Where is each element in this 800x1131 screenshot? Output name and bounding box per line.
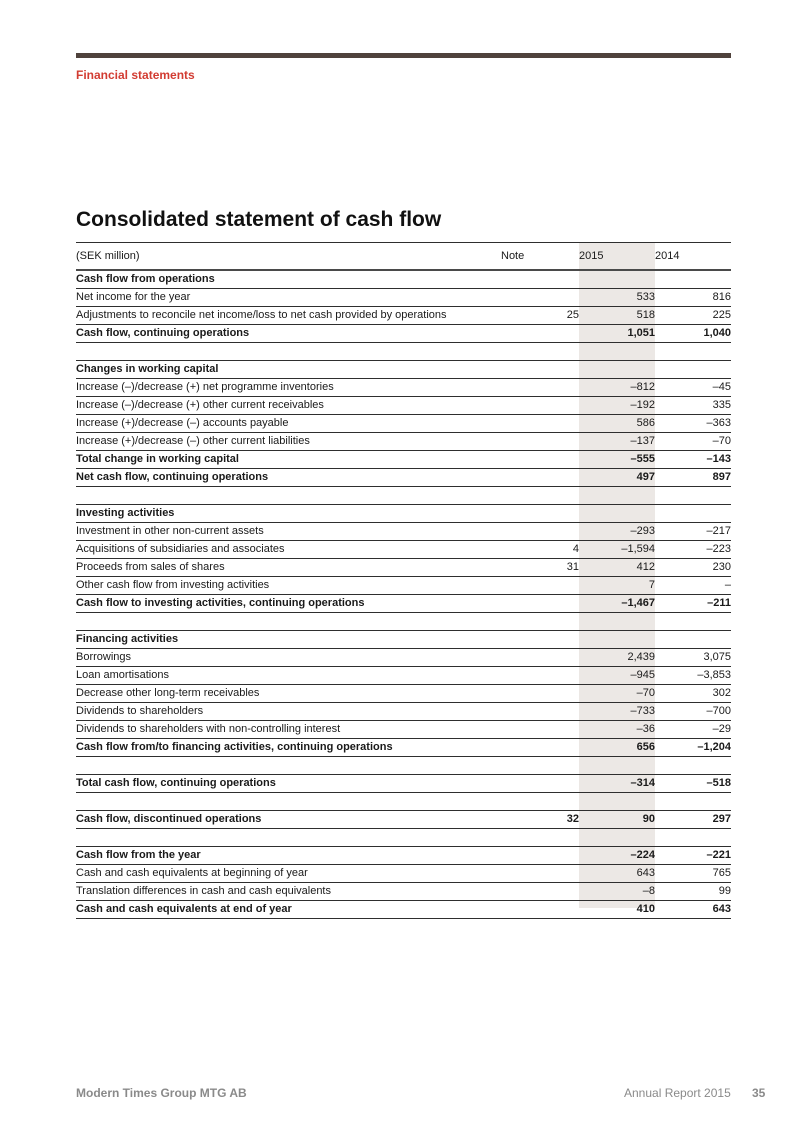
column-header-2015: 2015 xyxy=(579,243,655,271)
footer-company: Modern Times Group MTG AB xyxy=(76,1086,247,1100)
cash-flow-table xyxy=(76,242,731,919)
spacer-cell xyxy=(655,487,731,505)
row-label: Investing activities xyxy=(76,505,501,523)
table-row xyxy=(76,595,731,613)
spacer-cell xyxy=(579,829,655,847)
row-label: Total cash flow, continuing operations xyxy=(76,775,501,793)
spacer-cell xyxy=(579,613,655,631)
table-row xyxy=(76,811,731,829)
row-note xyxy=(501,361,579,379)
spacer-row xyxy=(76,613,731,631)
table-row xyxy=(76,307,731,325)
table-row xyxy=(76,505,731,523)
spacer-cell xyxy=(655,829,731,847)
table-row xyxy=(76,775,731,793)
row-note xyxy=(501,523,579,541)
row-value-2015: –70 xyxy=(579,685,655,703)
row-value-2015: –192 xyxy=(579,397,655,415)
row-label: Adjustments to reconcile net income/loss to net cash provided by operations xyxy=(76,307,501,325)
table-header-row xyxy=(76,243,731,271)
row-value-2015: –137 xyxy=(579,433,655,451)
row-label: Dividends to shareholders xyxy=(76,703,501,721)
row-value-2015 xyxy=(579,631,655,649)
row-note xyxy=(501,865,579,883)
row-value-2014: 765 xyxy=(655,865,731,883)
row-label: Dividends to shareholders with non-controlling interest xyxy=(76,721,501,739)
table-row xyxy=(76,451,731,469)
row-note xyxy=(501,721,579,739)
row-value-2015: 412 xyxy=(579,559,655,577)
row-value-2014: 897 xyxy=(655,469,731,487)
row-label: Cash and cash equivalents at beginning of year xyxy=(76,865,501,883)
row-note xyxy=(501,595,579,613)
row-value-2015 xyxy=(579,505,655,523)
row-value-2014: –700 xyxy=(655,703,731,721)
row-note xyxy=(501,451,579,469)
row-note xyxy=(501,415,579,433)
row-value-2015: –812 xyxy=(579,379,655,397)
row-value-2014 xyxy=(655,270,731,289)
spacer-cell xyxy=(501,343,579,361)
row-value-2014: 1,040 xyxy=(655,325,731,343)
row-value-2015: –1,594 xyxy=(579,541,655,559)
row-value-2014: 302 xyxy=(655,685,731,703)
row-value-2014: –143 xyxy=(655,451,731,469)
row-note xyxy=(501,649,579,667)
table-row xyxy=(76,270,731,289)
spacer-row xyxy=(76,757,731,775)
table-row xyxy=(76,325,731,343)
spacer-cell xyxy=(579,757,655,775)
row-label: Increase (–)/decrease (+) net programme inventories xyxy=(76,379,501,397)
row-note xyxy=(501,577,579,595)
spacer-cell xyxy=(579,793,655,811)
table-row xyxy=(76,523,731,541)
spacer-cell xyxy=(501,613,579,631)
row-value-2014: –223 xyxy=(655,541,731,559)
row-label: Increase (–)/decrease (+) other current receivables xyxy=(76,397,501,415)
row-value-2014: 230 xyxy=(655,559,731,577)
row-note xyxy=(501,775,579,793)
row-label: Decrease other long-term receivables xyxy=(76,685,501,703)
spacer-cell xyxy=(655,757,731,775)
spacer-cell xyxy=(579,487,655,505)
row-note xyxy=(501,847,579,865)
row-value-2014: –217 xyxy=(655,523,731,541)
row-note: 32 xyxy=(501,811,579,829)
row-value-2014: –211 xyxy=(655,595,731,613)
row-note xyxy=(501,325,579,343)
row-value-2015: 533 xyxy=(579,289,655,307)
table-row xyxy=(76,397,731,415)
row-note xyxy=(501,505,579,523)
row-value-2014: –3,853 xyxy=(655,667,731,685)
spacer-row xyxy=(76,343,731,361)
table-row xyxy=(76,415,731,433)
row-value-2014: 225 xyxy=(655,307,731,325)
row-value-2015: 7 xyxy=(579,577,655,595)
spacer-cell xyxy=(579,343,655,361)
row-value-2015 xyxy=(579,270,655,289)
row-value-2014: –518 xyxy=(655,775,731,793)
row-note xyxy=(501,901,579,919)
row-note xyxy=(501,270,579,289)
row-label: Financing activities xyxy=(76,631,501,649)
row-value-2014: 297 xyxy=(655,811,731,829)
row-label: Proceeds from sales of shares xyxy=(76,559,501,577)
page-title: Consolidated statement of cash flow xyxy=(76,208,442,231)
row-value-2014: –45 xyxy=(655,379,731,397)
row-value-2015: 2,439 xyxy=(579,649,655,667)
spacer-cell xyxy=(76,757,501,775)
row-value-2014: –70 xyxy=(655,433,731,451)
row-note xyxy=(501,469,579,487)
table-row xyxy=(76,649,731,667)
row-label: Cash flow from/to financing activities, continuing operations xyxy=(76,739,501,757)
row-label: Net cash flow, continuing operations xyxy=(76,469,501,487)
row-value-2015: 1,051 xyxy=(579,325,655,343)
spacer-cell xyxy=(501,793,579,811)
row-value-2014: –1,204 xyxy=(655,739,731,757)
row-value-2015: –224 xyxy=(579,847,655,865)
row-note xyxy=(501,739,579,757)
table-row xyxy=(76,559,731,577)
spacer-cell xyxy=(655,793,731,811)
row-note xyxy=(501,631,579,649)
row-note xyxy=(501,289,579,307)
table-row xyxy=(76,577,731,595)
spacer-row xyxy=(76,829,731,847)
spacer-row xyxy=(76,793,731,811)
table-row xyxy=(76,685,731,703)
table-row xyxy=(76,847,731,865)
row-note xyxy=(501,883,579,901)
row-value-2015: –733 xyxy=(579,703,655,721)
row-value-2015: 586 xyxy=(579,415,655,433)
page-number: 35 xyxy=(752,1086,766,1100)
row-value-2014: –363 xyxy=(655,415,731,433)
row-note xyxy=(501,433,579,451)
spacer-cell xyxy=(501,757,579,775)
table-row xyxy=(76,739,731,757)
footer-report: Annual Report 2015 xyxy=(624,1086,731,1100)
row-value-2015: –293 xyxy=(579,523,655,541)
spacer-cell xyxy=(76,793,501,811)
row-label: Other cash flow from investing activities xyxy=(76,577,501,595)
row-value-2014 xyxy=(655,361,731,379)
table-row xyxy=(76,361,731,379)
row-note xyxy=(501,379,579,397)
spacer-cell xyxy=(76,613,501,631)
row-value-2015: 656 xyxy=(579,739,655,757)
row-value-2015: –8 xyxy=(579,883,655,901)
table-row xyxy=(76,667,731,685)
table-row xyxy=(76,379,731,397)
table-row xyxy=(76,631,731,649)
table-row xyxy=(76,883,731,901)
row-value-2015: 518 xyxy=(579,307,655,325)
row-value-2015: –555 xyxy=(579,451,655,469)
spacer-row xyxy=(76,487,731,505)
header-rule xyxy=(76,53,731,58)
row-note xyxy=(501,703,579,721)
section-label: Financial statements xyxy=(76,68,195,82)
row-value-2014 xyxy=(655,505,731,523)
row-label: Cash flow, discontinued operations xyxy=(76,811,501,829)
row-value-2014: –29 xyxy=(655,721,731,739)
spacer-cell xyxy=(655,613,731,631)
row-value-2014: 3,075 xyxy=(655,649,731,667)
spacer-cell xyxy=(501,829,579,847)
row-label: Increase (+)/decrease (–) other current liabilities xyxy=(76,433,501,451)
row-label: Cash and cash equivalents at end of year xyxy=(76,901,501,919)
table-row xyxy=(76,901,731,919)
row-note: 25 xyxy=(501,307,579,325)
row-value-2014: 643 xyxy=(655,901,731,919)
row-value-2015: 410 xyxy=(579,901,655,919)
row-label: Changes in working capital xyxy=(76,361,501,379)
table-row xyxy=(76,289,731,307)
row-label: Cash flow to investing activities, continuing operations xyxy=(76,595,501,613)
row-value-2015: –1,467 xyxy=(579,595,655,613)
row-value-2014: – xyxy=(655,577,731,595)
row-value-2015: 497 xyxy=(579,469,655,487)
row-label: Cash flow from the year xyxy=(76,847,501,865)
spacer-cell xyxy=(655,343,731,361)
row-value-2015: –36 xyxy=(579,721,655,739)
spacer-cell xyxy=(501,487,579,505)
row-label: Acquisitions of subsidiaries and associates xyxy=(76,541,501,559)
row-label: Loan amortisations xyxy=(76,667,501,685)
table-body xyxy=(76,270,731,919)
table-row xyxy=(76,703,731,721)
row-value-2014: 335 xyxy=(655,397,731,415)
table-row xyxy=(76,541,731,559)
row-label: Cash flow, continuing operations xyxy=(76,325,501,343)
row-value-2014: –221 xyxy=(655,847,731,865)
row-value-2014: 99 xyxy=(655,883,731,901)
row-note: 4 xyxy=(501,541,579,559)
table-row xyxy=(76,433,731,451)
row-label: Total change in working capital xyxy=(76,451,501,469)
spacer-cell xyxy=(76,487,501,505)
row-value-2014 xyxy=(655,631,731,649)
row-value-2015: 643 xyxy=(579,865,655,883)
row-note xyxy=(501,397,579,415)
spacer-cell xyxy=(76,343,501,361)
row-label: Cash flow from operations xyxy=(76,270,501,289)
row-note xyxy=(501,667,579,685)
row-value-2014: 816 xyxy=(655,289,731,307)
row-label: Borrowings xyxy=(76,649,501,667)
row-label: Translation differences in cash and cash equivalents xyxy=(76,883,501,901)
row-label: Increase (+)/decrease (–) accounts payable xyxy=(76,415,501,433)
spacer-cell xyxy=(76,829,501,847)
column-header-label: (SEK million) xyxy=(76,243,501,271)
column-header-note: Note xyxy=(501,243,579,271)
row-value-2015: –945 xyxy=(579,667,655,685)
row-value-2015: 90 xyxy=(579,811,655,829)
row-label: Net income for the year xyxy=(76,289,501,307)
row-note xyxy=(501,685,579,703)
table-row xyxy=(76,865,731,883)
table-row xyxy=(76,721,731,739)
row-value-2015: –314 xyxy=(579,775,655,793)
table-row xyxy=(76,469,731,487)
row-label: Investment in other non-current assets xyxy=(76,523,501,541)
row-value-2015 xyxy=(579,361,655,379)
column-header-2014: 2014 xyxy=(655,243,731,271)
row-note: 31 xyxy=(501,559,579,577)
